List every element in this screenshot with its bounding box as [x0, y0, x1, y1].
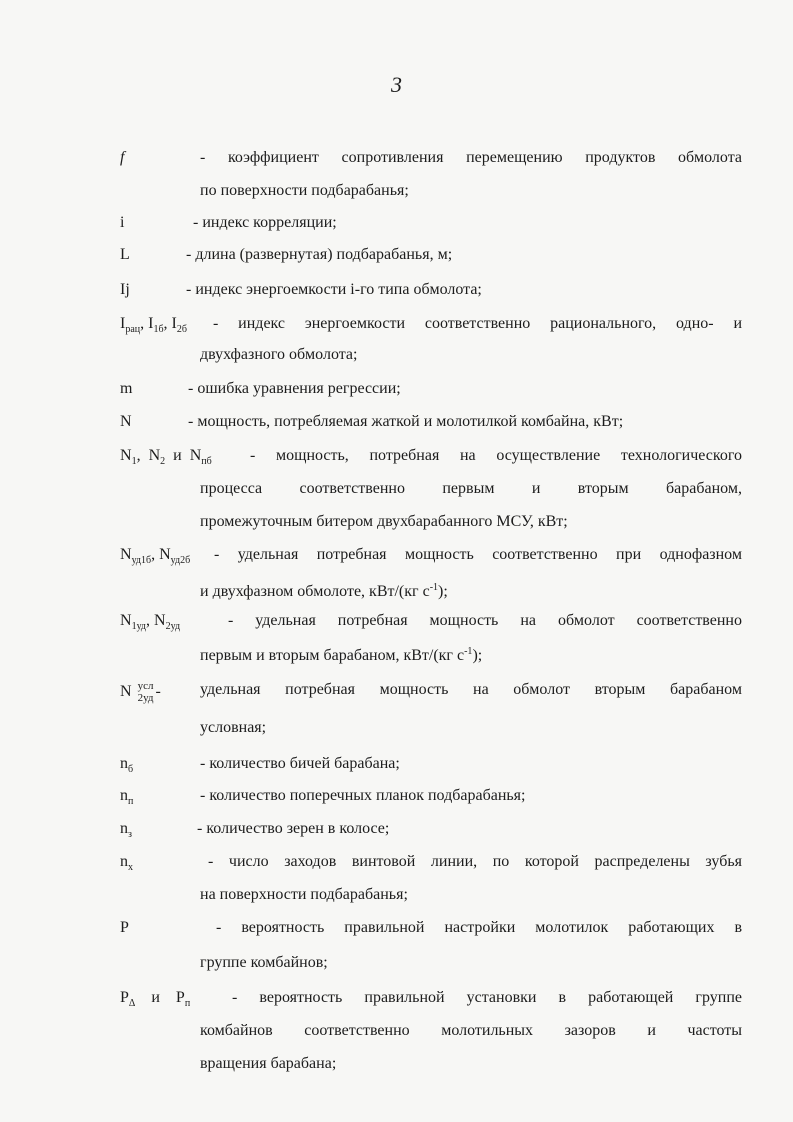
desc-line: первым и вторым барабаном, кВт/(кг $с^{-1}$);	[200, 646, 483, 664]
desc-line: - удельная потребная мощность на обмолот соответственно	[228, 612, 742, 629]
desc-line: процесса соответственно первым и вторым барабаном,	[200, 480, 742, 497]
symbol: m	[120, 380, 133, 397]
symbol: $N_1$, $N_2$ и $N_{пб}$	[120, 447, 212, 467]
page-number: 3	[391, 72, 402, 97]
desc-line: промежуточным битером двухбарабанного МСУ, кВт;	[200, 513, 568, 530]
desc-line: - число заходов винтовой линии, по которой распределены зубья	[208, 853, 742, 870]
desc-line: - длина (развернутая) подбарабанья, м;	[186, 246, 453, 263]
symbol: $I_{рац}$, $I_{1б}$, $I_{2б}$	[120, 315, 187, 335]
desc-line: - вероятность правильной настройки молотилок работающих в	[216, 919, 742, 936]
symbol: $n_б$	[120, 755, 134, 775]
symbol: P	[120, 919, 129, 936]
symbol: N	[120, 413, 132, 430]
desc-line: - количество поперечных планок подбарабанья;	[200, 787, 526, 804]
symbol: L	[120, 246, 130, 263]
symbol: $n_х$	[120, 853, 133, 873]
desc-line: - вероятность правильной установки в работающей группе	[232, 989, 742, 1006]
symbol: $N_{1уд}$, $N_{2уд}$	[120, 612, 181, 632]
desc-line: - индекс корреляции;	[193, 214, 337, 231]
desc-line: вращения барабана;	[200, 1055, 337, 1072]
symbol: $N_{уд1б}$, $N_{уд2б}$	[120, 546, 191, 566]
desc-line: - мощность, потребляемая жаткой и молотилкой комбайна, кВт;	[188, 413, 624, 430]
symbol: $P_\Delta$ и $P_п$	[120, 989, 191, 1009]
desc-line: двухфазного обмолота;	[200, 346, 358, 363]
desc-line: комбайнов соответственно молотильных зазоров и частоты	[200, 1022, 742, 1039]
symbol: Ij	[120, 281, 130, 298]
desc-line: - количество зерен в колосе;	[197, 820, 390, 837]
symbol: i	[120, 214, 125, 231]
desc-line: группе комбайнов;	[200, 954, 328, 971]
symbol: N усл 2уд -	[120, 680, 161, 704]
symbol: $n_з$	[120, 820, 132, 840]
desc-line: - удельная потребная мощность соответственно при однофазном	[214, 546, 742, 563]
desc-line: - коэффициент сопротивления перемещению продуктов обмолота	[200, 149, 742, 166]
desc-line: - количество бичей барабана;	[200, 755, 400, 772]
desc-line: - индекс энергоемкости соответственно рационального, одно- и	[213, 315, 742, 332]
desc-line: - индекс энергоемкости i-го типа обмолота;	[186, 281, 482, 298]
desc-line: по поверхности подбарабанья;	[200, 182, 409, 199]
symbol: $n_п$	[120, 787, 134, 807]
symbol: f	[120, 149, 125, 166]
desc-line: на поверхности подбарабанья;	[200, 886, 408, 903]
desc-line: - мощность, потребная на осуществление технологического	[250, 447, 742, 464]
desc-line: условная;	[200, 719, 267, 736]
desc-line: и двухфазном обмолоте, кВт/(кг $с^{-1}$);	[200, 582, 448, 600]
desc-line: удельная потребная мощность на обмолот вторым барабаном	[200, 681, 742, 698]
desc-line: - ошибка уравнения регрессии;	[188, 380, 401, 397]
